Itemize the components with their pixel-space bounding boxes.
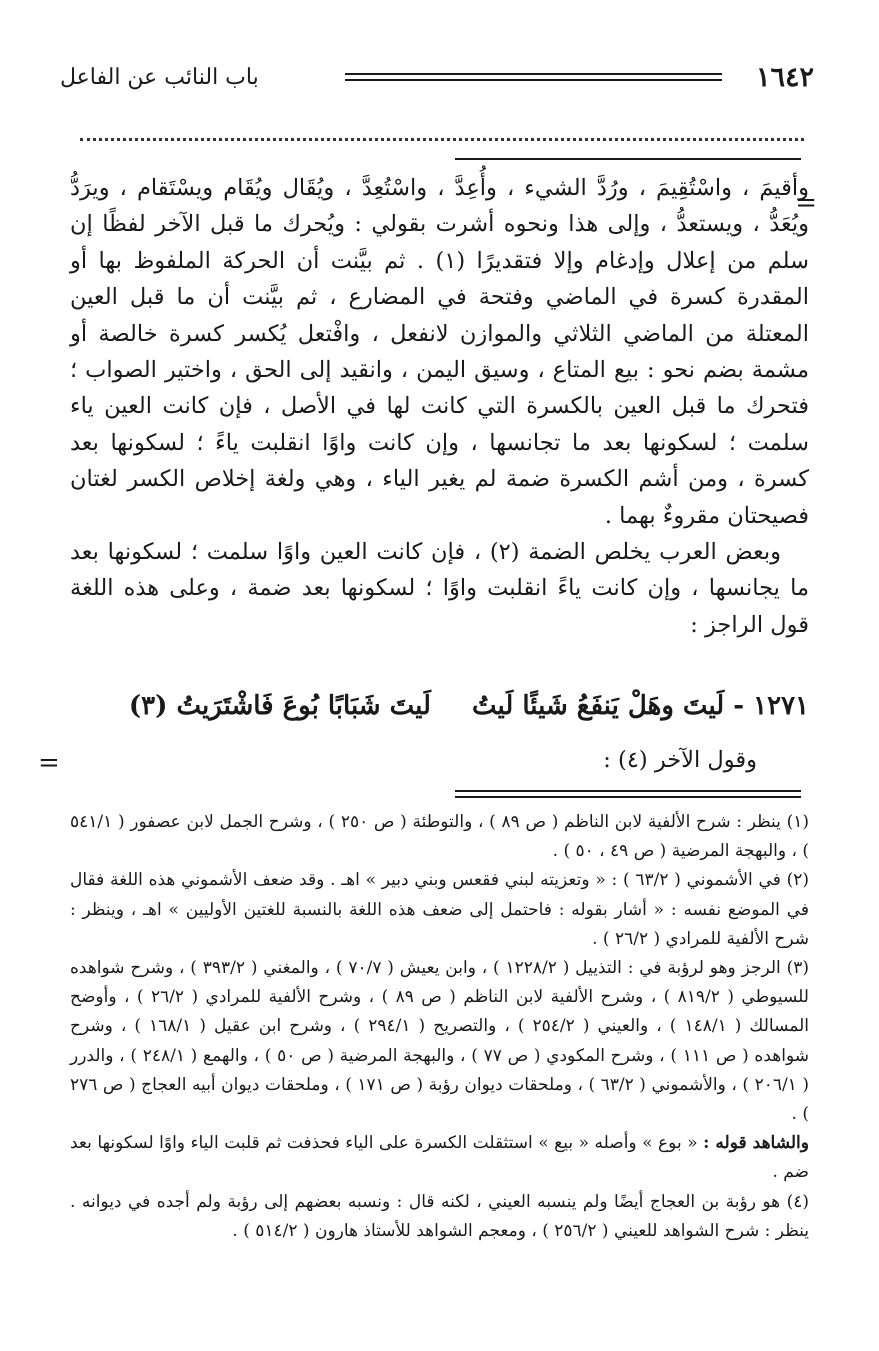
footnote-rule [455, 790, 801, 798]
header-rule [345, 73, 722, 81]
footnote-2: (٢) في الأشموني ( ٦٣/٢ ) : « وتعزيته لبني فقعس وبني دبير » اهـ . وقد ضعف الأشموني هذه اللغة فقال في الموضع نفسه : « أشار بقوله : فاحتمل إلى ضعف هذه اللغة بالنسبة للغتين الأوليين » اهـ ، وينظر : شرح الألفية للمرادي ( ٢٦/٢ ) . [70, 870, 809, 949]
continuation-mark-end: = [38, 748, 60, 778]
verse-hemistich-2: لَيتَ شَبَابًا بُوعَ فَاشْتَرَيتُ (٣) [128, 691, 431, 721]
body-text [70, 170, 809, 643]
body-paragraph: وأقيمَ ، واسْتُقِيمَ ، ورُدَّ الشيء ، وأُعِدَّ ، واسْتُعِدَّ ، ويُقَال ويُقَام ويسْتَقام ، ويرَدُّ ويُعَدُّ ، ويستعدُّ ، وإلى هذا ونحوه أشرت بقولي : ويُحرك ما قبل الآخر لفظًا إن سلم من إعلال وإدغام وإلا فتقديرًا (١) . ثم بيَّنت أن الحركة الملفوظ بها أو المقدرة كسرة في الماضي وفتحة في المضارع ، ثم بيَّنت أن ما قبل العين المعتلة من الماضي الثلاثي والموازن لانفعل ، وافْتعل يُكسر كسرة خالصة أو مشمة بضم نحو : بيع المتاع ، وسيق اليمن ، وانقيد إلى الحق ، واختير الصواب ؛ فتحرك ما قبل العين بالكسرة التي كانت لها في الأصل ، فإن كانت العين ياء سلمت ؛ لسكونها بعد ما تجانسها ، وإن كانت واوًا انقلبت ياءً ؛ لسكونها بعد كسرة ، ومن أشم الكسرة ضمة لم يغير الياء ، وهي ولغة إخلاص الكسر لغتان فصيحتان مقروءٌ بهما . [70, 175, 809, 529]
continuation-rule [455, 158, 801, 160]
witness-note-label: والشاهد قوله : [703, 1133, 809, 1154]
witness-note [70, 1129, 809, 1187]
witness-note-text: « بوع » وأصله « بيع » استثقلت الكسرة على الياء فحذفت ثم قلبت الياء واوًا لسكونها بعد ضم . [70, 1133, 809, 1183]
footnotes [70, 808, 809, 1246]
verse-line [70, 686, 809, 726]
page-number: ١٦٤٢ [755, 62, 814, 93]
continuation-mark-start: = [795, 188, 817, 218]
page-header [60, 60, 814, 96]
footnote-3: (٣) الرجز وهو لرؤبة في : التذييل ( ١٢٢٨/٢ ) ، وابن يعيش ( ٧٠/٧ ) ، والمغني ( ٣٩٣/٢ ) ، وشرح شواهده للسيوطي ( ٨١٩/٢ ) ، وشرح الألفية لابن الناظم ( ص ٨٩ ) ، وشرح الألفية للمرادي ( ٢٦/٢ ) ، وأوضح المسالك ( ١٤٨/١ ) ، والعيني ( ٢٥٤/٢ ) ، والتصريح ( ٢٩٤/١ ) ، وشرح ابن عقيل ( ١٦٨/١ ) ، وشرح شواهده ( ص ١١١ ) ، وشرح المكودي ( ص ٧٧ ) ، والبهجة المرضية ( ص ٥٠ ) ، والهمع ( ٢٤٨/١ ) ، والدرر ( ٢٠٦/١ ) ، والأشموني ( ٦٣/٢ ) ، وملحقات ديوان رؤبة ( ص ١٧١ ) ، وملحقات ديوان أبيه العجاج ( ص ٢٧٦ ) . [70, 958, 810, 1125]
after-verse-text: وقول الآخر (٤) : [603, 747, 757, 773]
dotted-separator [80, 138, 804, 141]
verse-hemistich-1: لَيتَ وهَلْ يَنفَعُ شَيئًا لَيتُ [472, 691, 725, 721]
body-paragraph: وبعض العرب يخلص الضمة (٢) ، فإن كانت العين واوًا سلمت ؛ لسكونها بعد ما يجانسها ، وإن كانت ياءً انقلبت واوًا ؛ لسكونها بعد ضمة ، وعلى هذه اللغة قول الراجز : [70, 539, 809, 638]
footnote-4: (٤) هو رؤبة بن العجاج أيضًا ولم ينسبه العيني ، لكنه قال : ونسبه بعضهم إلى رؤبة ولم أجده في ديوانه . ينظر : شرح الشواهد للعيني ( ٢٥٦/٢ ) ، ومعجم الشواهد للأستاذ هارون ( ٥١٤/٢ ) . [70, 1191, 809, 1241]
chapter-title: باب النائب عن الفاعل [60, 65, 259, 90]
verse-number: ١٢٧١ - [733, 691, 809, 721]
footnote-1: (١) ينظر : شرح الألفية لابن الناظم ( ص ٨٩ ) ، والتوطئة ( ص ٢٥٠ ) ، وشرح الجمل لابن عصفور ( ٥٤١/١ ) ، والبهجة المرضية ( ص ٤٩ ، ٥٠ ) . [70, 812, 809, 862]
